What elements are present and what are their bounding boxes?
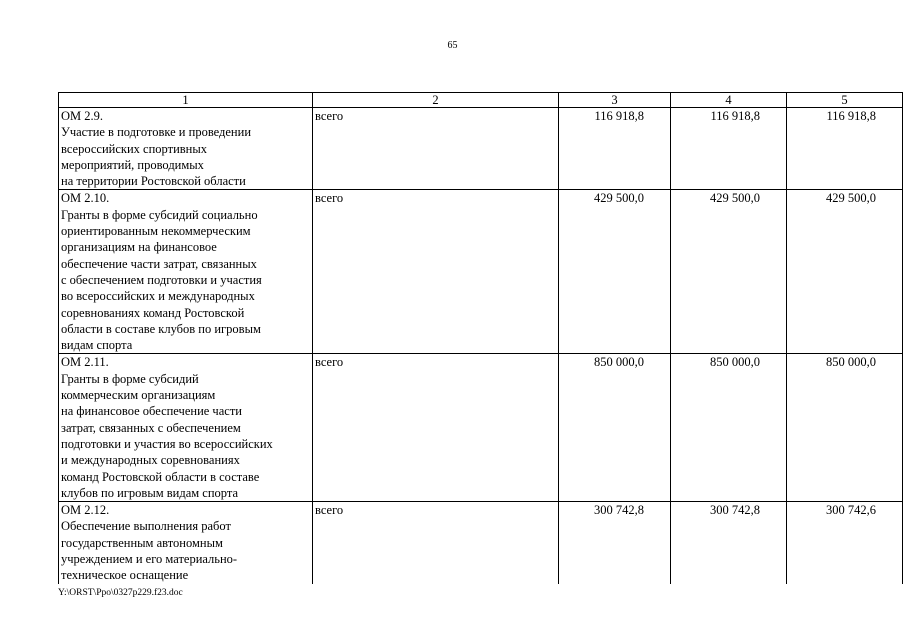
- amount-cell: 429 500,0: [559, 190, 671, 354]
- measure-description-line: видам спорта: [61, 338, 133, 353]
- table-row: [59, 108, 903, 190]
- measure-description-line: с обеспечением подготовки и участия: [61, 272, 262, 287]
- table-row: [59, 354, 903, 502]
- table-row: [59, 190, 903, 354]
- measure-description-line: всероссийских спортивных: [61, 141, 208, 156]
- amount-cell: 300 742,6: [787, 502, 903, 584]
- budget-table: [58, 92, 903, 584]
- amount-cell: 429 500,0: [671, 190, 787, 354]
- measure-description-line: клубов по игровым видам спорта: [61, 485, 239, 500]
- measure-description-line: на территории Ростовской области: [61, 174, 246, 189]
- measure-description-line: Участие в подготовке и проведении: [61, 125, 252, 140]
- measure-description-line: команд Ростовской области в составе: [61, 469, 260, 484]
- measure-description-line: учреждением и его материально-: [61, 552, 238, 567]
- measure-code: ОМ 2.9.: [61, 109, 104, 123]
- measure-description-line: техническое оснащение: [61, 568, 189, 583]
- funding-type-cell: всего: [313, 502, 559, 584]
- measure-code: ОМ 2.11.: [61, 355, 109, 370]
- column-header: 3: [559, 93, 671, 108]
- amount-cell: 850 000,0: [559, 354, 671, 502]
- amount-cell: 850 000,0: [787, 354, 903, 502]
- measure-code: ОМ 2.12.: [61, 503, 110, 518]
- measure-description-line: Гранты в форме субсидий социально: [61, 207, 258, 222]
- measure-description-line: во всероссийских и международных: [61, 289, 255, 304]
- amount-cell: 116 918,8: [559, 108, 671, 190]
- amount-cell: 429 500,0: [787, 190, 903, 354]
- page-number: 65: [447, 40, 458, 51]
- column-header: 2: [313, 93, 559, 108]
- measure-description-line: государственным автономным: [61, 535, 223, 550]
- table-row: [59, 502, 903, 584]
- measure-description-line: подготовки и участия во всероссийских: [61, 436, 273, 451]
- measure-description-line: Обеспечение выполнения работ: [61, 519, 231, 534]
- measure-description-line: затрат, связанных с обеспечением: [61, 420, 241, 435]
- measure-cell: [59, 108, 313, 190]
- amount-cell: 116 918,8: [787, 108, 903, 190]
- column-header: 4: [671, 93, 787, 108]
- column-header: 5: [787, 93, 903, 108]
- measure-description-line: организациям на финансовое: [61, 240, 217, 255]
- amount-cell: 116 918,8: [671, 108, 787, 190]
- measure-cell: [59, 190, 313, 354]
- table-header-row: [59, 93, 903, 108]
- measure-description-line: коммерческим организациям: [61, 388, 216, 403]
- amount-cell: 850 000,0: [671, 354, 787, 502]
- measure-description-line: обеспечение части затрат, связанных: [61, 256, 257, 271]
- measure-description-line: области в составе клубов по игровым: [61, 321, 261, 336]
- funding-type-cell: всего: [313, 108, 559, 190]
- measure-description-line: соревнованиях команд Ростовской: [61, 305, 245, 320]
- measure-description-line: Гранты в форме субсидий: [61, 371, 199, 386]
- measure-description-line: на финансовое обеспечение части: [61, 404, 242, 419]
- measure-cell: [59, 354, 313, 502]
- amount-cell: 300 742,8: [671, 502, 787, 584]
- measure-description-line: мероприятий, проводимых: [61, 157, 204, 172]
- amount-cell: 300 742,8: [559, 502, 671, 584]
- measure-description-line: и международных соревнованиях: [61, 453, 240, 468]
- measure-code: ОМ 2.10.: [61, 191, 110, 206]
- column-header: 1: [59, 93, 313, 108]
- footer-file-path: Y:\ORST\Ppo\0327p229.f23.doc: [58, 588, 183, 598]
- funding-type-cell: всего: [313, 354, 559, 502]
- measure-description-line: ориентированным некоммерческим: [61, 224, 251, 239]
- measure-cell: [59, 502, 313, 584]
- funding-type-cell: всего: [313, 190, 559, 354]
